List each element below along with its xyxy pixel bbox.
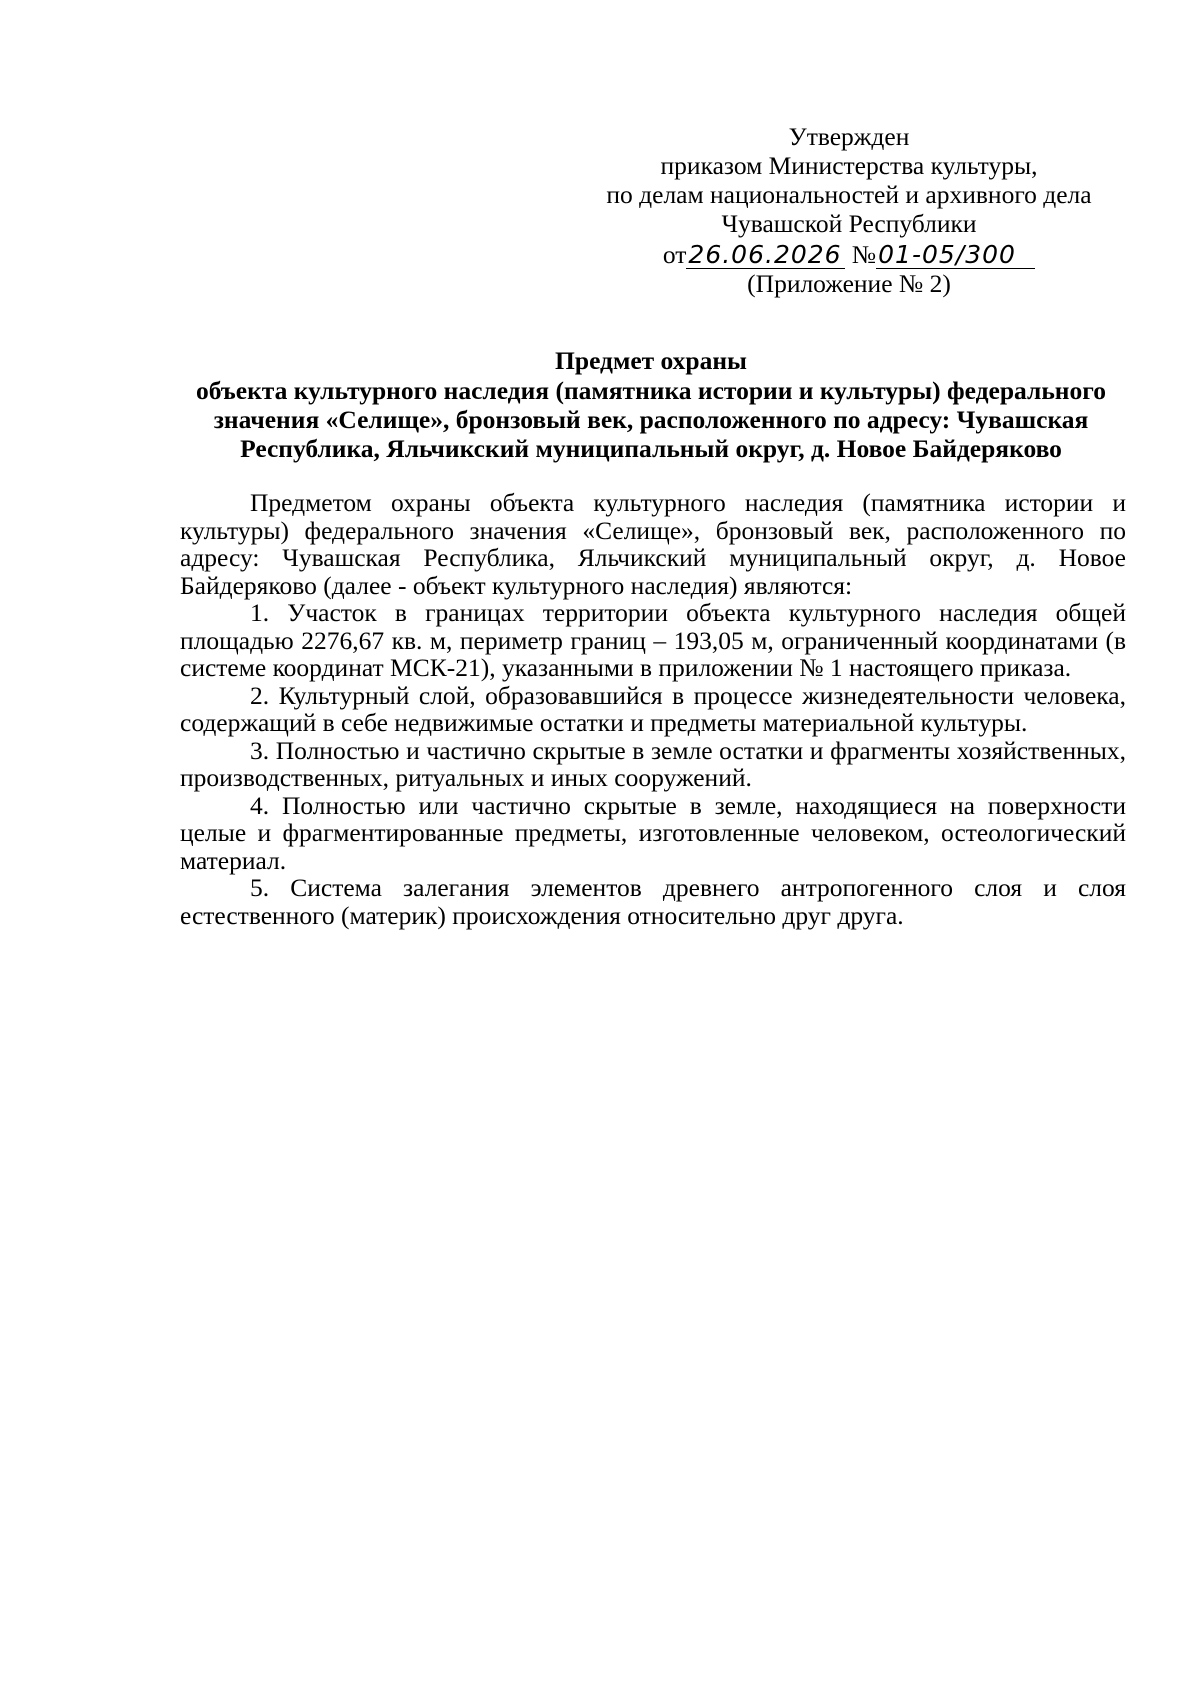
appendix-label: (Приложение № 2) (747, 269, 951, 298)
date-prefix: от (662, 240, 687, 269)
list-item-5: 5. Система залегания элементов древнего антропогенного слоя и слоя естественного (материк) происхождения относительно друг друга. (180, 873, 1126, 930)
handwritten-date: 26.06.2026 (686, 242, 845, 269)
approval-heading: Утвержден (788, 122, 910, 151)
document-body (180, 489, 1126, 929)
document-subtitle: объекта культурного наследия (памятника истории и культуры) федерального значения «Селище», бронзовый век, расположенного по адресу: Чувашская Республика, Яльчикский муниципальный округ, д. Новое Байдеряково (196, 376, 1106, 463)
document-title-block (176, 346, 1126, 463)
list-item-4: 4. Полностью или частично скрытые в земле, находящиеся на поверхности целые и фрагментированные предметы, изготовленные человеком, остеологический материал. (180, 790, 1126, 875)
order-reference-line (560, 240, 1138, 269)
list-item-3: 3. Полностью и частично скрытые в земле остатки и фрагменты хозяйственных, производственных, ритуальных и иных сооружений. (180, 735, 1126, 792)
intro-paragraph: Предметом охраны объекта культурного наследия (памятника истории и культуры) федерального значения «Селище», бронзовый век, расположенного по адресу: Чувашская Республика, Яльчикский муниципальный округ, д. Новое Байдеряково (далее - объект культурного наследия) являются: (180, 488, 1126, 600)
handwritten-order-number: 01-05/300 (876, 242, 1035, 269)
list-item-1: 1. Участок в границах территории объекта культурного наследия общей площадью 2276,67 кв. м, периметр границ – 193,05 м, ограниченный координатами (в системе координат МСК-21), указанными в приложении № 1 настоящего приказа. (180, 598, 1126, 682)
approval-ministry-line: по делам национальностей и архивного дела (606, 180, 1092, 209)
document-title: Предмет охраны (555, 346, 747, 375)
list-item-2: 2. Культурный слой, образовавшийся в процессе жизнедеятельности человека, содержащий в себе недвижимые остатки и предметы материальной культуры. (180, 680, 1126, 737)
approval-stamp-block (560, 122, 1138, 298)
number-prefix: № (851, 240, 877, 269)
approval-order-line: приказом Министерства культуры, (660, 151, 1038, 180)
approval-republic-line: Чувашской Республики (721, 209, 977, 238)
